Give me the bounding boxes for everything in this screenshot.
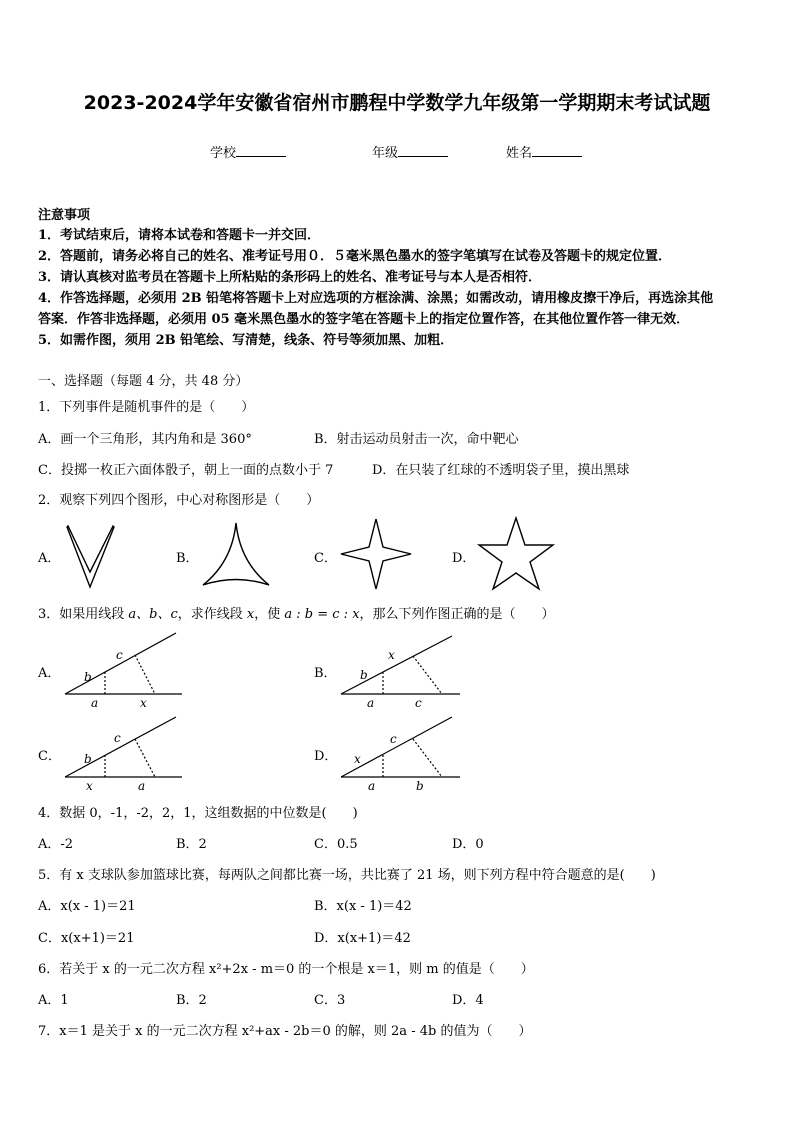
- q3-a-label-br: x: [140, 696, 147, 710]
- q2-stem: 2．观察下列四个图形，中心对称图形是（ ）: [38, 493, 320, 508]
- q3-option-c: C．: [38, 749, 61, 764]
- school-blank: [236, 144, 286, 157]
- q2-option-d: D．: [452, 551, 476, 566]
- q3-a-label-bl: a: [91, 696, 99, 710]
- q3-b-label-br: c: [415, 696, 422, 710]
- notice-item: 4．作答选择题，必须用 2B 铅笔将答题卡上对应选项的方框涂满、涂黑；如需改动，请用橡皮擦干净后，再选涂其他: [38, 291, 714, 306]
- q4-option-d: D．0: [452, 837, 484, 852]
- q3-stem: [38, 603, 555, 622]
- q6-option-d: D．4: [452, 993, 484, 1008]
- q3-option-d: D．: [314, 749, 338, 764]
- q4-option-c: C．0.5: [314, 837, 358, 852]
- q3-figure-a: [62, 628, 192, 712]
- q3-c-label-mid: b: [84, 752, 92, 766]
- name-label: 姓名: [506, 146, 533, 161]
- grade-field: [372, 142, 448, 161]
- q3-stem-mid2: ，使: [254, 607, 285, 622]
- q3-d-label-bl: a: [368, 779, 376, 793]
- q3-option-b: B．: [314, 666, 337, 681]
- q3-a-label-top: c: [116, 648, 123, 662]
- q2-option-b: B．: [176, 551, 199, 566]
- notice-item: 3．请认真核对监考员在答题卡上所粘贴的条形码上的姓名、准考证号与本人是否相符．: [38, 270, 542, 285]
- q3-stem-pre: 3．如果用线段: [38, 607, 129, 622]
- q6-option-b: B．2: [176, 993, 207, 1008]
- q1-option-c: C．投掷一枚正六面体骰子，朝上一面的点数小于 7: [38, 463, 334, 478]
- q3-b-label-mid: b: [360, 668, 368, 682]
- q6-option-c: C．3: [314, 993, 346, 1008]
- q6-option-a: A．1: [38, 993, 69, 1008]
- q1-option-b: B．射击运动员射击一次，命中靶心: [314, 432, 519, 447]
- q2-option-a: A．: [38, 551, 61, 566]
- section-heading: 一、选择题（每题 4 分，共 48 分）: [38, 374, 249, 389]
- page-title: 2023-2024学年安徽省宿州市鹏程中学数学九年级第一学期期末考试试题: [83, 92, 711, 114]
- five-point-star-figure: [478, 517, 554, 591]
- q3-vars: a、b、c: [128, 607, 178, 622]
- q3-figure-b: [338, 628, 468, 712]
- q3-ratio: a : b = c : x: [284, 607, 360, 622]
- notice-item: 1．考试结束后，请将本试卷和答题卡一并交回．: [38, 228, 321, 243]
- four-point-star-figure: [340, 518, 412, 590]
- name-field: [506, 142, 582, 161]
- q3-d-label-mid: x: [354, 752, 361, 766]
- q3-stem-mid: ，求作线段: [177, 607, 247, 622]
- curved-triangle-figure: [202, 522, 270, 587]
- q3-b-label-top: x: [388, 648, 395, 662]
- q5-stem: 5．有 x 支球队参加篮球比赛，每两队之间都比赛一场，共比赛了 21 场，则下列方程中符合题意的是( ): [38, 868, 656, 883]
- q1-option-a: A．画一个三角形，其内角和是 360°: [38, 432, 252, 447]
- notice-heading: 注意事项: [38, 208, 91, 223]
- notice-item: 2．答题前，请务必将自己的姓名、准考证号用０．５毫米黑色墨水的签字笔填写在试卷及答题卡的规定位置．: [38, 249, 672, 264]
- grade-blank: [398, 144, 448, 157]
- q3-a-label-mid: b: [84, 670, 92, 684]
- q6-stem: 6．若关于 x 的一元二次方程 x²+2x - m＝0 的一个根是 x＝1，则 m 的值是（ ）: [38, 962, 534, 977]
- q1-stem: 1．下列事件是随机事件的是（ ）: [38, 400, 255, 415]
- notice-item: 答案．作答非选择题，必须用 05 毫米黑色墨水的签字笔在答题卡上的指定位置作答，在其他位置作答一律无效．: [38, 312, 690, 327]
- q2-option-c: C．: [314, 551, 337, 566]
- q5-option-c: C．x(x+1)＝21: [38, 931, 135, 946]
- q5-option-a: A．x(x - 1)＝21: [38, 899, 136, 914]
- q3-c-label-br: a: [138, 779, 146, 793]
- school-field: [210, 142, 286, 161]
- q3-c-label-top: c: [114, 731, 121, 745]
- q3-figure-d: [338, 712, 468, 796]
- q5-option-b: B．x(x - 1)＝42: [314, 899, 412, 914]
- school-label: 学校: [210, 146, 237, 161]
- q3-figure-c: [62, 712, 192, 796]
- q4-stem: 4．数据 0，-1，-2，2，1，这组数据的中位数是( ): [38, 806, 358, 821]
- chevron-shape-figure: [66, 525, 116, 590]
- q3-d-label-br: b: [416, 779, 424, 793]
- q3-d-label-top: c: [390, 732, 397, 746]
- q4-option-a: A．-2: [38, 837, 74, 852]
- q3-x: x: [246, 607, 255, 622]
- q3-option-a: A．: [38, 666, 61, 681]
- q7-stem: 7．x＝1 是关于 x 的一元二次方程 x²+ax - 2b＝0 的解，则 2a - 4b 的值为（ ）: [38, 1024, 532, 1039]
- q3-stem-post: ，那么下列作图正确的是（ ）: [359, 607, 555, 622]
- q3-c-label-bl: x: [86, 779, 93, 793]
- grade-label: 年级: [372, 146, 399, 161]
- notice-item: 5．如需作图，须用 2B 铅笔绘、写清楚，线条、符号等须加黑、加粗．: [38, 333, 454, 348]
- q4-option-b: B．2: [176, 837, 207, 852]
- q1-option-d: D．在只装了红球的不透明袋子里，摸出黑球: [372, 463, 630, 478]
- q5-option-d: D．x(x+1)＝42: [314, 931, 411, 946]
- q3-b-label-bl: a: [367, 696, 375, 710]
- name-blank: [532, 144, 582, 157]
